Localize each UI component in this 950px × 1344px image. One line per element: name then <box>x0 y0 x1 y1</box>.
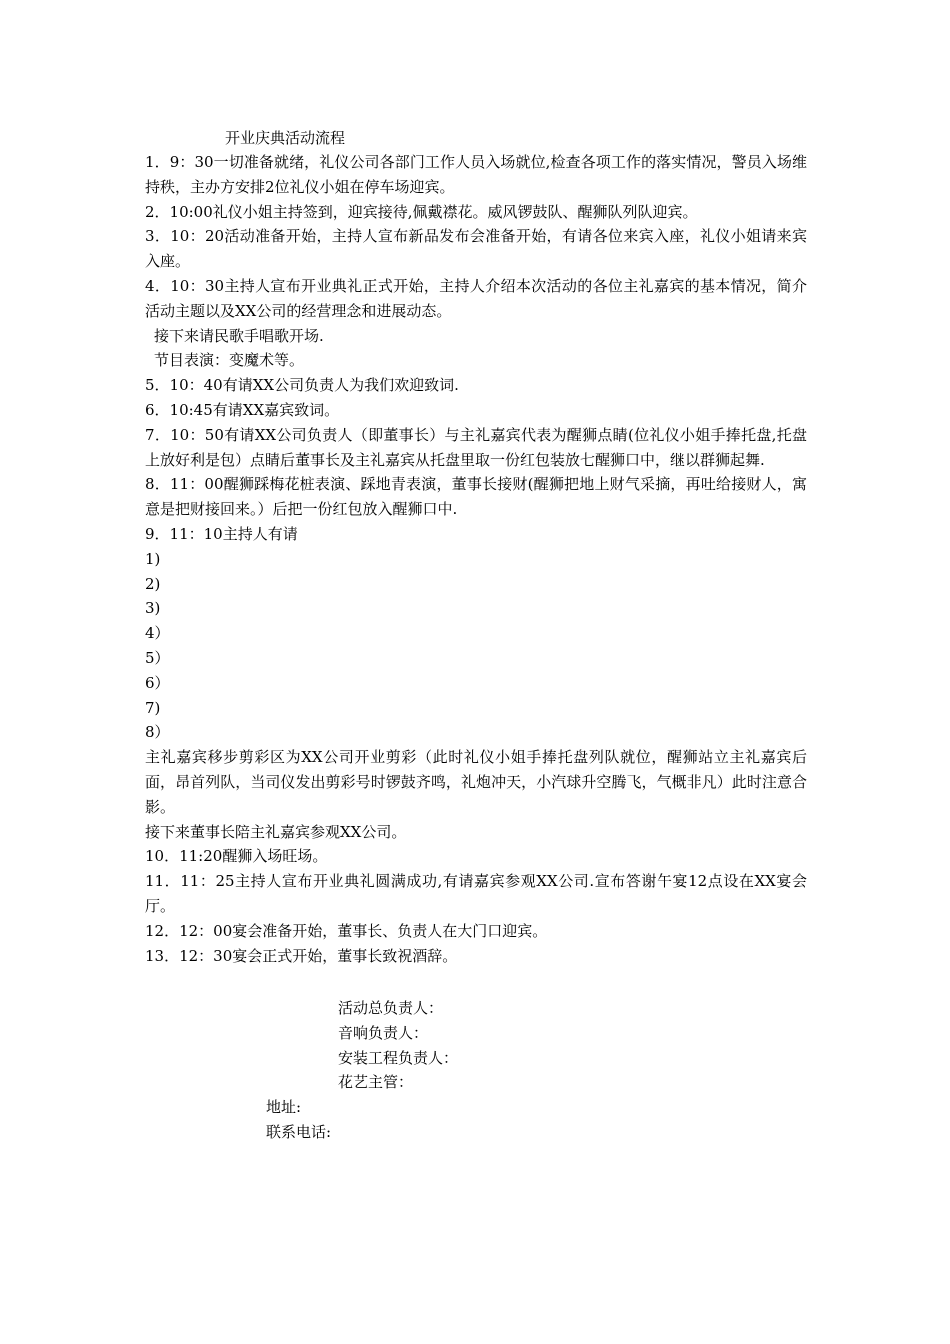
address-label: 地址: <box>266 1098 302 1117</box>
step-1-paragraph: 1．9：30一切准备就绪，礼仪公司各部门工作人员入场就位,检查各项工作的落实情况，警员入场维持秩，主办方安排2位礼仪小姐在停车场迎宾。 <box>145 153 807 196</box>
ribbon-cutting-paragraph: 主礼嘉宾移步剪彩区为XX公司开业剪彩（此时礼仪小姐手捧托盘列队就位，醒狮站立主礼嘉宾后面，昂首列队，当司仪发出剪彩号时锣鼓齐鸣，礼炮冲天，小汽球升空腾飞，气概非凡）此时注意合影。 <box>145 748 807 816</box>
step-7-paragraph: 7．10：50有请XX公司负责人（即董事长）与主礼嘉宾代表为醒狮点睛(位礼仪小姐手捧托盘,托盘上放好利是包）点睛后董事长及主礼嘉宾从托盘里取一份红包装放七醒狮口中，继以群狮起舞. <box>145 425 807 469</box>
performance-paragraph: 节目表演：变魔术等。 <box>154 351 305 370</box>
guest-list-item: 3) <box>145 599 161 618</box>
role-floral-supervisor: 花艺主管： <box>338 1073 414 1092</box>
document-body <box>145 150 807 968</box>
signoff-block <box>0 996 950 1145</box>
step-11-paragraph: 11．11：25主持人宣布开业典礼圆满成功,有请嘉宾参观XX公司.宣布答谢午宴12点设在XX宴会厅。 <box>145 872 807 915</box>
step-9-paragraph: 9．11：10主持人有请 <box>145 524 298 543</box>
guest-list-item: 7) <box>145 698 161 717</box>
step-3-paragraph: 3．10：20活动准备开始，主持人宣布新品发布会准备开始，有请各位来宾入座，礼仪小姐请来宾入座。 <box>145 227 807 271</box>
role-audio-manager: 音响负责人： <box>338 1023 429 1042</box>
role-general-manager: 活动总负责人： <box>338 999 444 1017</box>
phone-label: 联系电话: <box>266 1122 332 1141</box>
folk-singer-paragraph: 接下来请民歌手唱歌开场. <box>154 326 324 345</box>
step-2-paragraph: 2．10:00礼仪小姐主持签到，迎宾接待,佩戴襟花。威风锣鼓队、醒狮队列队迎宾。 <box>145 202 698 221</box>
step-4-paragraph: 4．10：30主持人宣布开业典礼正式开始，主持人介绍本次活动的各位主礼嘉宾的基本情况，简介活动主题以及XX公司的经营理念和进展动态。 <box>145 276 807 320</box>
role-installation-manager: 安装工程负责人： <box>338 1048 459 1067</box>
guest-list-item: 5） <box>145 648 170 667</box>
step-13-paragraph: 13．12：30宴会正式开始，董事长致祝酒辞。 <box>145 946 458 965</box>
guest-list-item: 6） <box>145 673 170 692</box>
step-12-paragraph: 12．12：00宴会准备开始，董事长、负责人在大门口迎宾。 <box>145 921 548 940</box>
guest-list-item: 1) <box>145 549 161 568</box>
step-5-paragraph: 5．10：40有请XX公司负责人为我们欢迎致词. <box>145 376 459 395</box>
company-tour-paragraph: 接下来董事长陪主礼嘉宾参观XX公司。 <box>145 822 407 841</box>
guest-list-item: 4） <box>145 624 170 643</box>
step-10-paragraph: 10．11:20醒狮入场旺场。 <box>145 847 328 866</box>
step-8-paragraph: 8．11：00醒狮踩梅花桩表演、踩地青表演，董事长接财(醒狮把地上财气采摘，再吐给接财人，寓意是把财接回来。）后把一份红包放入醒狮口中. <box>145 475 807 519</box>
guest-list-item: 8） <box>145 723 170 742</box>
step-6-paragraph: 6．10:45有请XX嘉宾致词。 <box>145 400 340 419</box>
document-title: 开业庆典活动流程 <box>225 129 346 147</box>
guest-list-item: 2) <box>145 574 161 593</box>
